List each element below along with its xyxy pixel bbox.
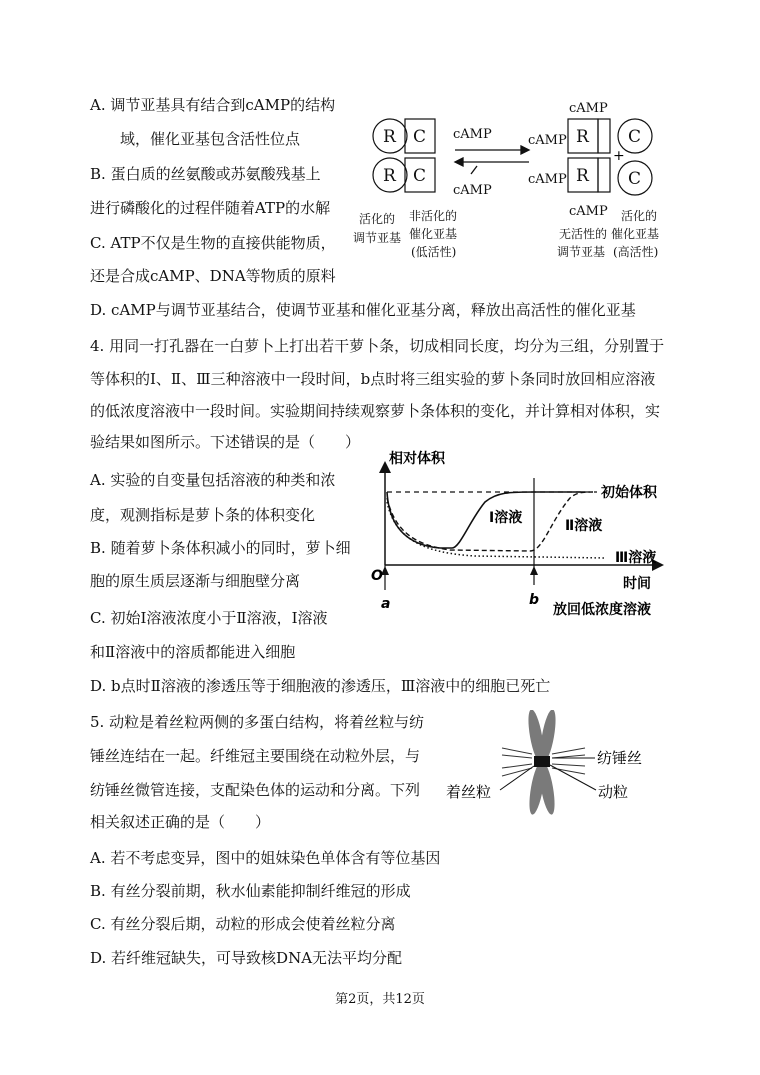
q3-option-a-cont: 域，催化亚基包含活性位点: [120, 130, 301, 148]
q5-option-d: D. 若纤维冠缺失，可导致核DNA无法平均分配: [90, 949, 403, 967]
camp-label: cAMP: [528, 133, 567, 148]
x-axis-label: 时间: [623, 576, 651, 592]
q5-stem-line: 5. 动粒是着丝粒两侧的多蛋白结构，将着丝粒与纺: [90, 713, 425, 731]
q5-stem-line: 相关叙述正确的是（ ）: [90, 813, 271, 831]
q3-option-a: A. 调节亚基具有结合到cAMP的结构: [90, 96, 336, 114]
legend-initial-volume: 初始体积: [601, 485, 657, 501]
left-label2: 非活化的: [409, 209, 458, 223]
label-c: C: [413, 127, 427, 147]
left-label1: 调节亚基: [353, 231, 402, 245]
left-label2: 催化亚基: [409, 227, 458, 241]
label-c: C: [628, 127, 642, 147]
right-label2: 活化的: [621, 209, 658, 223]
label-r: R: [576, 166, 589, 186]
label-c: C: [628, 169, 642, 189]
b-arrowhead: [530, 566, 538, 575]
q4-option-d: D. b点时Ⅱ溶液的渗透压等于细胞液的渗透压，Ⅲ溶液中的细胞已死亡: [90, 677, 551, 695]
q4-option-b: B. 随着萝卜条体积减小的同时，萝卜细: [90, 539, 351, 557]
camp-label: cAMP: [453, 183, 492, 198]
b-caption: 放回低浓度溶液: [553, 602, 651, 618]
y-axis-label: 相对体积: [389, 451, 445, 467]
q4-option-c: C. 初始Ⅰ溶液浓度小于Ⅱ溶液，Ⅰ溶液: [90, 609, 328, 627]
q4-stem-line: 4. 用同一打孔器在一白萝卜上打出若干萝卜条，切成相同长度，均分为三组，分别置于: [90, 337, 665, 355]
q4-stem-line: 等体积的Ⅰ、Ⅱ、Ⅲ三种溶液中一段时间，b点时将三组实验的萝卜条同时放回相应溶液: [90, 370, 656, 388]
q5-option-a: A. 若不考虑变异，图中的姐妹染色单体含有等位基因: [90, 849, 441, 867]
label-kinetochore: 动粒: [598, 783, 629, 801]
q4-stem-line: 的低浓度溶液中一段时间。实验期间持续观察萝卜条体积的变化，并计算相对体积，实: [90, 402, 661, 420]
q5-option-b: B. 有丝分裂前期，秋水仙素能抑制纤维冠的形成: [90, 882, 411, 900]
label-spindle: 纺锤丝: [597, 749, 643, 767]
q4-option-c-cont: 和Ⅱ溶液中的溶质都能进入细胞: [90, 643, 296, 661]
volume-chart: [365, 450, 670, 625]
plus-sign: +: [613, 148, 625, 164]
camp-label: cAMP: [528, 172, 567, 187]
page-footer: 第2页，共12页: [335, 992, 425, 1007]
left-label1: 活化的: [359, 212, 396, 226]
camp-diagram: [345, 92, 670, 272]
q5-option-c: C. 有丝分裂后期，动粒的形成会使着丝粒分离: [90, 915, 396, 933]
right-label1: 调节亚基: [557, 245, 606, 259]
label-r: R: [383, 166, 396, 186]
label-r: R: [576, 127, 589, 147]
right-label2: (高活性): [613, 245, 659, 259]
q4-option-a: A. 实验的自变量包括溶液的种类和浓: [90, 471, 336, 489]
x-mark-a: a: [381, 596, 391, 612]
left-label2: (低活性): [411, 245, 457, 259]
q5-stem-line: 纺锤丝微管连接，支配染色体的运动和分离。下列: [90, 781, 421, 799]
camp-label: cAMP: [453, 127, 492, 142]
q3-option-b: B. 蛋白质的丝氨酸或苏氨酸残基上: [90, 165, 321, 183]
q3-option-c: C. ATP不仅是生物的直接供能物质，: [90, 234, 336, 252]
legend-solution-iii: Ⅲ溶液: [615, 550, 657, 566]
q3-option-d: D. cAMP与调节亚基结合，使调节亚基和催化亚基分离，释放出高活性的催化亚基: [90, 301, 636, 319]
label-c: C: [413, 166, 427, 186]
camp-label: cAMP: [569, 204, 608, 219]
camp-label: cAMP: [569, 101, 608, 116]
legend-solution-ii: Ⅱ溶液: [565, 518, 603, 534]
q4-option-b-cont: 胞的原生质层逐渐与细胞壁分离: [90, 572, 301, 590]
q4-option-a-cont: 度，观测指标是萝卜条的体积变化: [90, 506, 316, 524]
q4-stem-line: 验结果如图所示。下述错误的是（ ）: [90, 433, 361, 451]
origin-label: O: [371, 568, 383, 584]
q3-option-b-cont: 进行磷酸化的过程伴随着ATP的水解: [90, 199, 331, 217]
centromere: [534, 756, 550, 767]
q5-stem-line: 锤丝连结在一起。纤维冠主要围绕在动粒外层，与: [90, 747, 421, 765]
chromosome-figure: [440, 710, 680, 820]
right-label1: 无活性的: [559, 227, 608, 241]
label-r: R: [383, 127, 396, 147]
label-centromere: 着丝粒: [446, 783, 492, 801]
legend-solution-i: Ⅰ溶液: [489, 510, 523, 526]
q3-option-c-cont: 还是合成cAMP、DNA等物质的原料: [90, 267, 336, 285]
x-mark-b: b: [529, 592, 540, 608]
right-label2: 催化亚基: [611, 227, 660, 241]
